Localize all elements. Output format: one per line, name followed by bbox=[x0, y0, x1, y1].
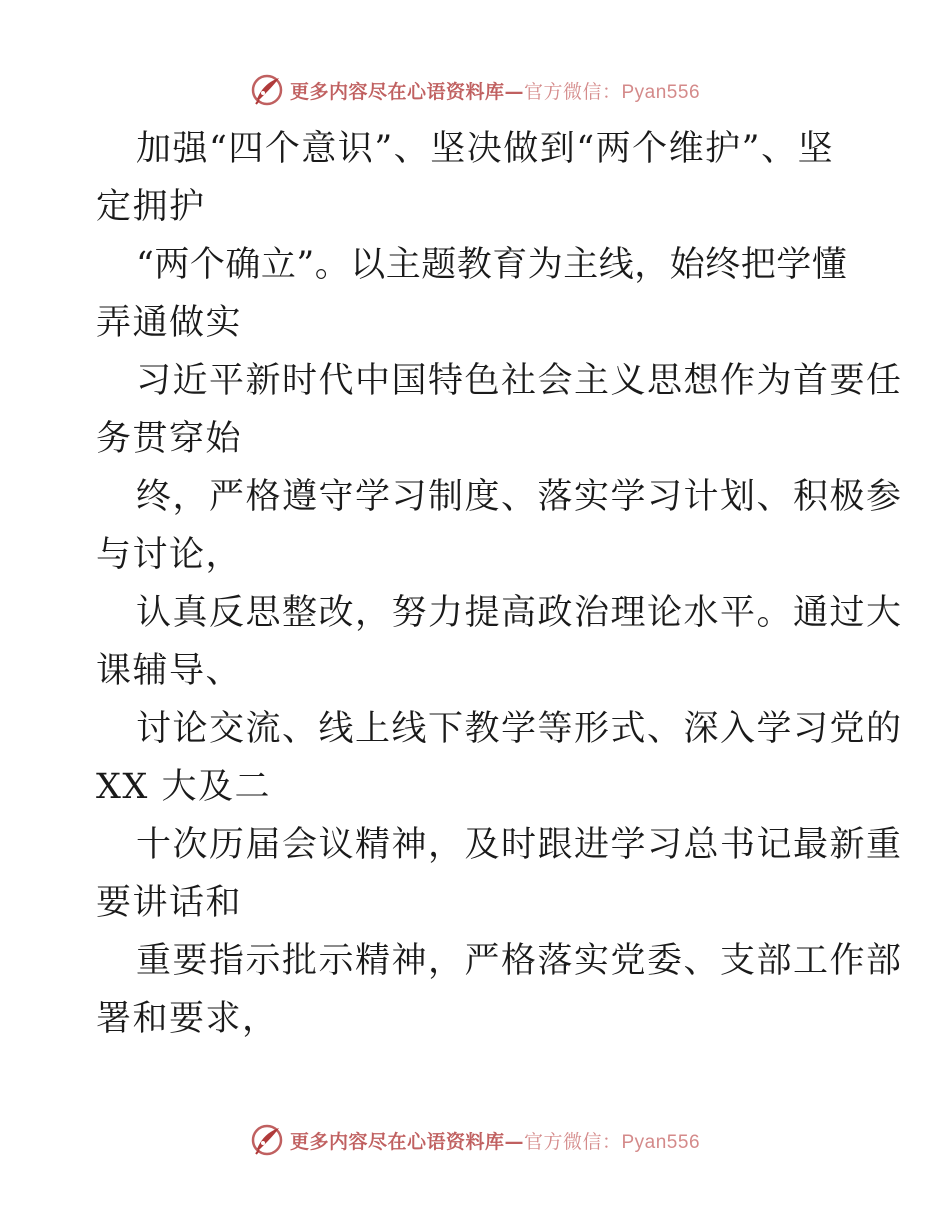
footer-banner-content bbox=[250, 1123, 700, 1157]
footer-banner bbox=[0, 1120, 950, 1160]
header-site-name: 更多内容尽在心语资料库 bbox=[289, 80, 505, 103]
quill-pen-logo-icon bbox=[250, 1123, 284, 1157]
body-line: 要讲话和 bbox=[96, 883, 243, 923]
body-line: “两个确立”。以主题教育为主线，始终把学懂 bbox=[136, 245, 848, 285]
footer-site-name: 更多内容尽在心语资料库 bbox=[289, 1130, 505, 1153]
header-banner-text bbox=[290, 77, 700, 104]
body-line: 讨论交流、线上线下教学等形式、深入学习党的 bbox=[136, 709, 903, 749]
footer-separator: — bbox=[504, 1130, 524, 1153]
header-wechat-id: Pyan556 bbox=[621, 81, 701, 103]
header-wechat-label: 官方微信： bbox=[523, 80, 622, 103]
quill-pen-logo-icon bbox=[250, 73, 284, 107]
body-line: 终，严格遵守学习制度、落实学习计划、积极参 bbox=[136, 477, 903, 517]
body-line: 习近平新时代中国特色社会主义思想作为首要任 bbox=[136, 361, 903, 401]
header-separator: — bbox=[504, 80, 524, 103]
body-line: 弄通做实 bbox=[96, 303, 243, 343]
body-line: XX 大及二 bbox=[96, 767, 271, 807]
header-banner-content bbox=[250, 73, 700, 107]
body-line: 课辅导、 bbox=[96, 651, 243, 691]
footer-wechat-label: 官方微信： bbox=[523, 1130, 622, 1153]
body-line: 认真反思整改，努力提高政治理论水平。通过大 bbox=[136, 593, 903, 633]
body-line: 务贯穿始 bbox=[96, 419, 243, 459]
body-line: 署和要求， bbox=[96, 999, 279, 1039]
body-line: 与讨论， bbox=[96, 535, 243, 575]
body-line: 加强“四个意识”、坚决做到“两个维护”、坚 bbox=[136, 129, 835, 169]
footer-wechat-id: Pyan556 bbox=[621, 1131, 701, 1153]
body-line: 重要指示批示精神，严格落实党委、支部工作部 bbox=[136, 941, 903, 981]
body-line: 定拥护 bbox=[96, 187, 206, 227]
header-banner bbox=[0, 70, 950, 110]
footer-banner-text bbox=[290, 1127, 700, 1154]
body-text bbox=[96, 120, 903, 1048]
body-line: 十次历届会议精神，及时跟进学习总书记最新重 bbox=[136, 825, 903, 865]
